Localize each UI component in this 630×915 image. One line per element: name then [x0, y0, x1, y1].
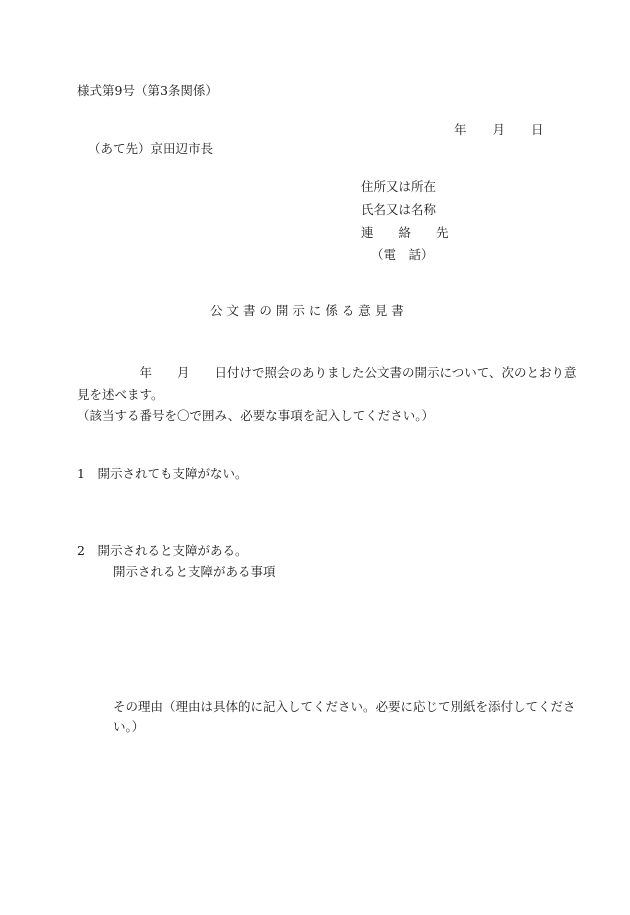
instruction-text: （該当する番号を〇で囲み、必要な事項を記入してください。）: [77, 408, 435, 423]
hindrance-matters-label: 開示されると支障がある事項: [113, 564, 276, 579]
option-no-hindrance: 1 開示されても支障がない。: [77, 466, 248, 481]
form-number: 様式第9号（第3条関係）: [77, 83, 218, 98]
reason-paragraph: [113, 697, 576, 737]
applicant-name-label: 氏名又は名称: [361, 202, 437, 217]
date-month-label: 月: [492, 122, 506, 137]
applicant-phone-label: （電 話）: [371, 247, 434, 262]
reason-line-1: その理由（理由は具体的に記入してください。必要に応じて別紙を添付してくださ: [113, 699, 576, 714]
applicant-contact-label: 連 絡 先: [361, 225, 449, 240]
addressee: （あて先）京田辺市長: [88, 141, 214, 156]
document-title: 公 文 書 の 開 示 に 係 る 意 見 書: [210, 303, 404, 318]
body-line-2: 見を述べます。: [77, 387, 164, 402]
body-line-1: 年 月 日付けで照会のありました公文書の開示について、次のとおり意: [77, 365, 577, 380]
date-line: [454, 124, 544, 137]
date-day-label: 日: [531, 122, 544, 137]
option-hindrance: 2 開示されると支障がある。: [77, 543, 248, 558]
body-paragraph: [77, 362, 577, 406]
date-year-label: 年: [454, 122, 467, 137]
reason-line-2: い。）: [113, 719, 145, 734]
applicant-address-label: 住所又は所在: [361, 179, 437, 194]
